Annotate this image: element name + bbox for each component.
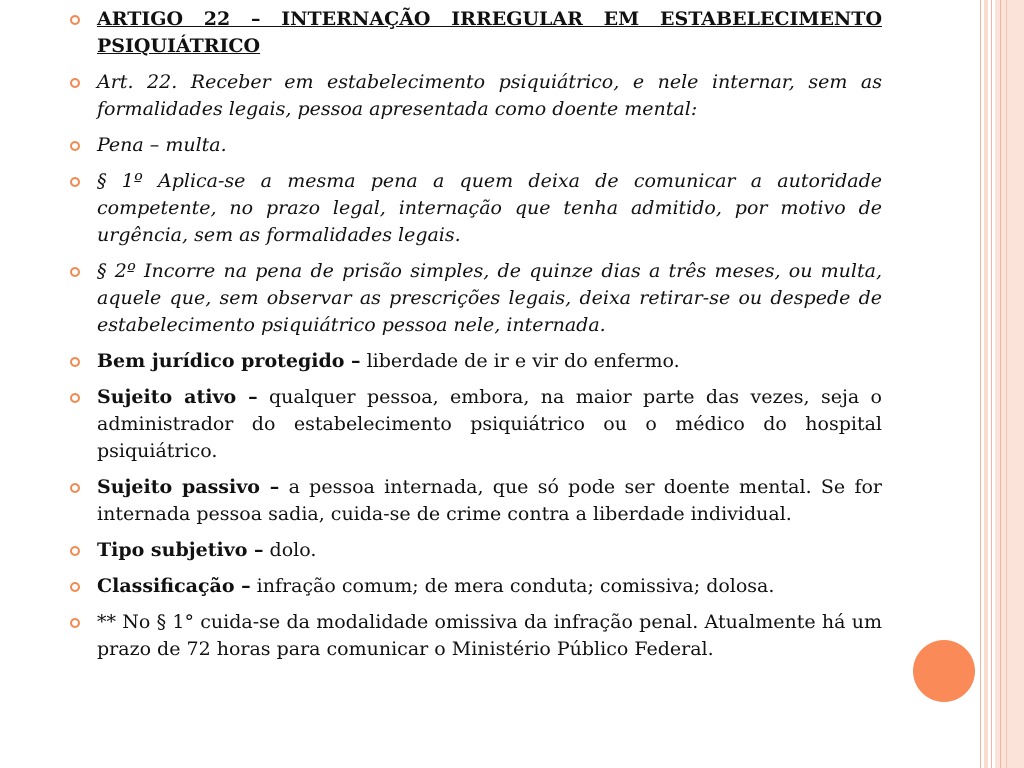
passive-subject-text: a pessoa internada, que só pode ser doente mental. Se for internada pessoa sadia, cuida-se de crime contra a liberdade individual. [97, 476, 882, 525]
decorative-circle [913, 640, 975, 702]
bullet-subjective-type [70, 537, 882, 564]
legal-good-label: Bem jurídico protegido – [97, 350, 361, 372]
bullet-passive-subject [70, 474, 882, 528]
bullet-list [70, 6, 882, 663]
decorative-stripe [991, 0, 992, 768]
classification-text: infração comum; de mera conduta; comissiva; dolosa. [250, 575, 775, 597]
decorative-stripe [984, 0, 988, 768]
subjective-type-label: Tipo subjetivo – [97, 539, 264, 561]
bullet-ring-icon [70, 177, 80, 187]
bullet-legal-good [70, 348, 882, 375]
bullet-penalty [70, 132, 882, 159]
bullet-ring-icon [70, 618, 80, 628]
bullet-paragraph-2 [70, 258, 882, 339]
bullet-ring-icon [70, 483, 80, 493]
bullet-note [70, 609, 882, 663]
bullet-ring-icon [70, 141, 80, 151]
bullet-ring-icon [70, 582, 80, 592]
bullet-ring-icon [70, 393, 80, 403]
bullet-classification [70, 573, 882, 600]
decorative-stripe [980, 0, 981, 768]
passive-subject-label: Sujeito passivo – [97, 476, 280, 498]
bullet-active-subject [70, 384, 882, 465]
bullet-ring-icon [70, 357, 80, 367]
paragraph-1-text: § 1º Aplica-se a mesma pena a quem deixa de comunicar a autoridade competente, no prazo legal, internação que tenha admitido, por motivo de urgência, sem as formalidades legais. [97, 170, 882, 246]
bullet-paragraph-1 [70, 168, 882, 249]
bullet-ring-icon [70, 267, 80, 277]
bullet-ring-icon [70, 15, 80, 25]
bullet-ring-icon [70, 546, 80, 556]
note-text: ** No § 1° cuida-se da modalidade omissiva da infração penal. Atualmente há um prazo de 72 horas para comunicar o Ministério Público Federal. [97, 611, 882, 660]
classification-label: Classificação – [97, 575, 251, 597]
legal-good-text: liberdade de ir e vir do enfermo. [360, 350, 680, 372]
slide-content [70, 6, 882, 672]
paragraph-2-text: § 2º Incorre na pena de prisão simples, de quinze dias a três meses, ou multa, aquele que, sem observar as prescrições legais, deixa retirar-se ou despede de estabelecimento psiquiátrico pessoa nele, internada. [97, 260, 882, 336]
article-text: Art. 22. Receber em estabelecimento psiquiátrico, e nele internar, sem as formalidades legais, pessoa apresentada como doente mental: [97, 71, 882, 120]
penalty-text: Pena – multa. [97, 134, 227, 156]
bullet-ring-icon [70, 78, 80, 88]
active-subject-text: qualquer pessoa, embora, na maior parte das vezes, seja o administrador do estabelecimento psiquiátrico ou o médico do hospital psiquiátrico. [97, 386, 882, 462]
decorative-stripe [1000, 0, 1001, 768]
active-subject-label: Sujeito ativo – [97, 386, 258, 408]
subjective-type-text: dolo. [263, 539, 317, 561]
bullet-title [70, 6, 882, 60]
decorative-stripe [1006, 0, 1007, 768]
bullet-article [70, 69, 882, 123]
slide-title: ARTIGO 22 – INTERNAÇÃO IRREGULAR EM ESTABELECIMENTO PSIQUIÁTRICO [97, 8, 882, 57]
